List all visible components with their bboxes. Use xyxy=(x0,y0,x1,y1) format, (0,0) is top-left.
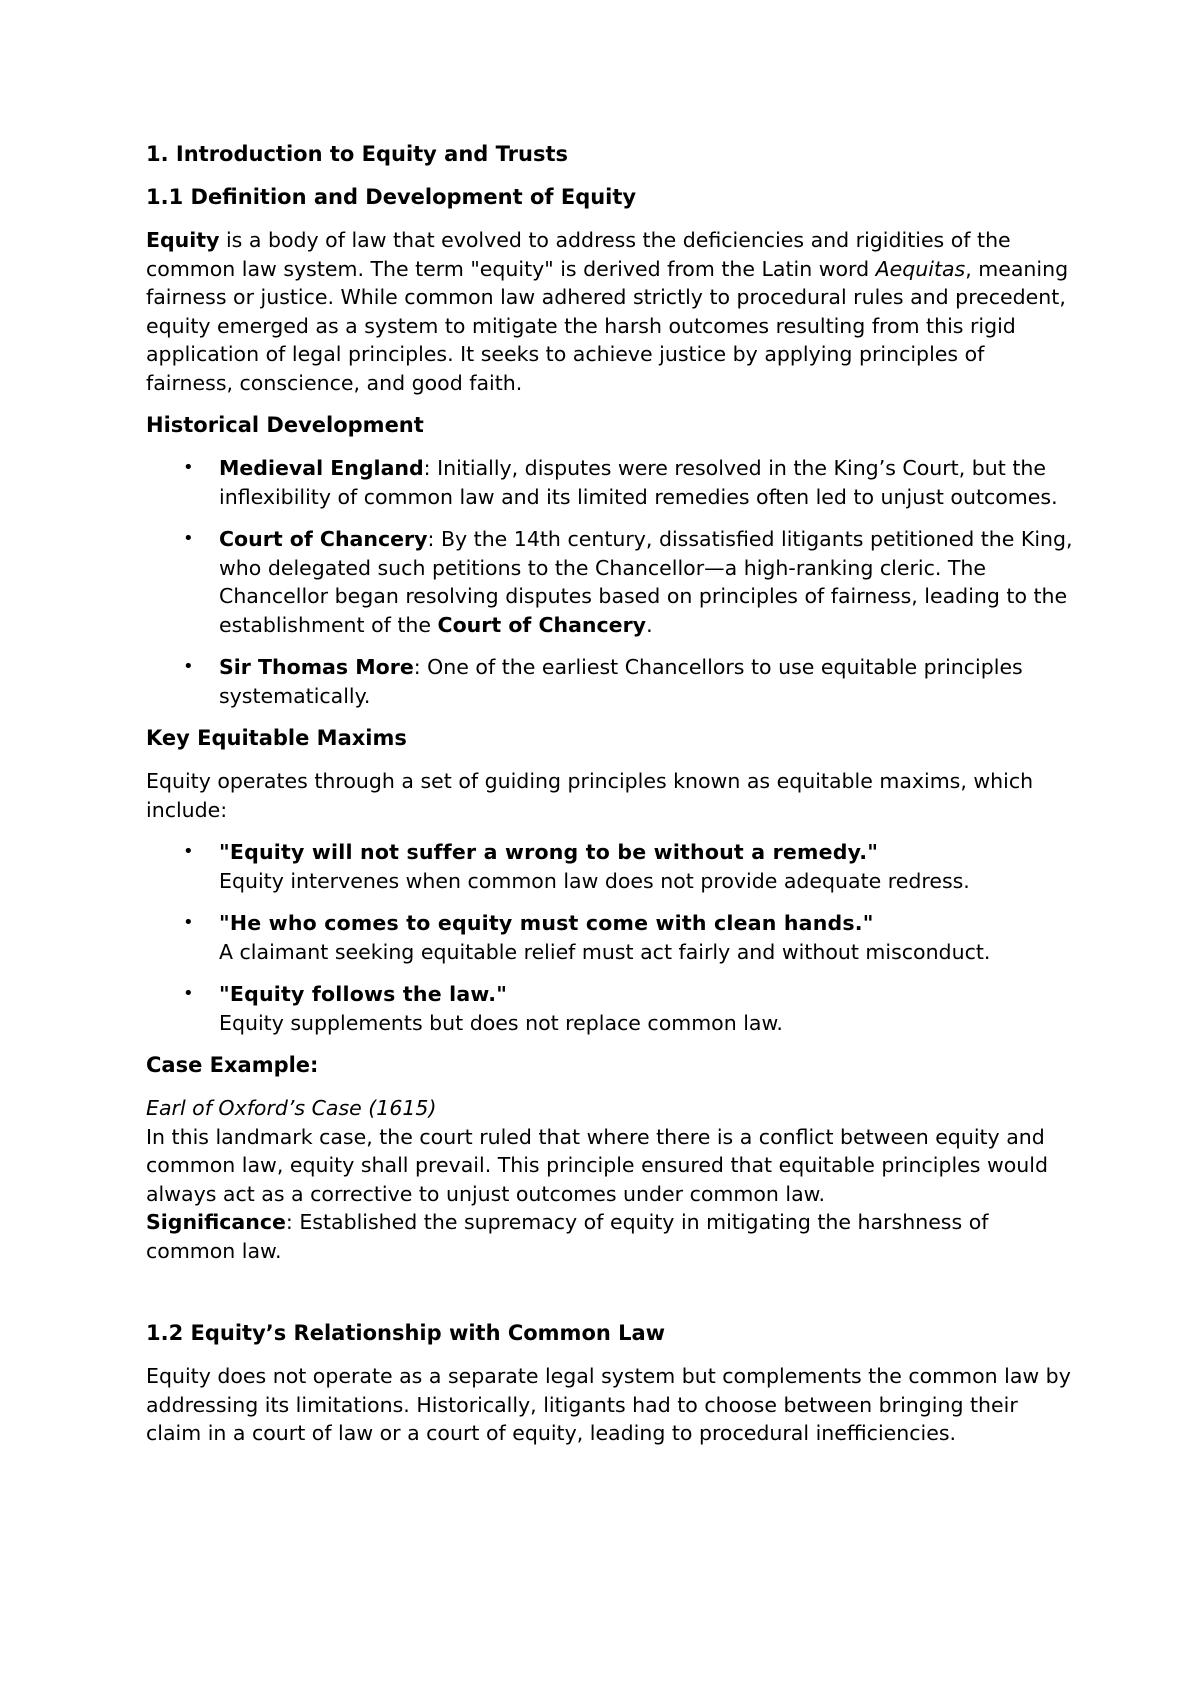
maxim-explanation: Equity intervenes when common law does not provide adequate redress. xyxy=(219,868,970,893)
case-text: In this landmark case, the court ruled that where there is a conflict between equity and common law, equity shall prevail. This principle ensured that equitable principles would always act as a corrective to unjust outcomes under common law. xyxy=(146,1124,1048,1206)
maxim-explanation: Equity supplements but does not replace common law. xyxy=(219,1010,783,1035)
item-text: : One of the earliest Chancellors to use equitable principles systematically. xyxy=(219,655,1023,708)
case-example-block xyxy=(146,1094,1076,1265)
bullet-icon: • xyxy=(183,656,194,677)
maxim-text: "He who comes to equity must come with clean hands." xyxy=(219,911,874,935)
definition-text-a: is a body of law that evolved to address the deficiencies and rigidities of the common law system. The term "equity" is derived from the Latin word xyxy=(146,228,1011,281)
maxim-text: "Equity follows the law." xyxy=(219,982,508,1006)
list-item xyxy=(146,454,1076,511)
item-label: Medieval England xyxy=(219,456,424,480)
case-paragraph xyxy=(146,1094,1076,1208)
heading-case-example: Case Example: xyxy=(146,1053,319,1077)
bullet-icon: • xyxy=(183,912,194,933)
heading-section-1-2: 1.2 Equity’s Relationship with Common Law xyxy=(146,1321,666,1345)
maxim-explanation: A claimant seeking equitable relief must act fairly and without misconduct. xyxy=(219,939,991,964)
significance-paragraph xyxy=(146,1208,1076,1265)
case-name: Earl of Oxford’s Case (1615) xyxy=(146,1096,437,1120)
section-gap xyxy=(146,1279,1076,1319)
list-item xyxy=(146,909,1076,966)
document-page xyxy=(146,140,1076,1462)
relationship-paragraph: Equity does not operate as a separate legal system but complements the common law by addressing its limitations. Historically, litigants had to choose between bringing their claim in a court of law or a court of equity, leading to procedural inefficiencies. xyxy=(146,1364,1071,1445)
list-item xyxy=(146,838,1076,895)
equity-definition-paragraph xyxy=(146,226,1076,397)
significance-text: : Established the supremacy of equity in mitigating the harshness of common law. xyxy=(146,1210,989,1263)
heading-introduction: 1. Introduction to Equity and Trusts xyxy=(146,142,569,166)
item-text: : Initially, disputes were resolved in the King’s Court, but the inflexibility of common law and its limited remedies often led to unjust outcomes. xyxy=(219,456,1058,509)
heading-key-maxims: Key Equitable Maxims xyxy=(146,726,407,750)
item-label-inline: Court of Chancery xyxy=(437,612,647,637)
list-item xyxy=(146,653,1076,710)
historical-list xyxy=(146,454,1076,710)
bullet-icon: • xyxy=(183,841,194,862)
latin-word: Aequitas xyxy=(875,256,966,281)
item-label: Court of Chancery xyxy=(219,527,428,551)
maxims-intro: Equity operates through a set of guiding principles known as equitable maxims, which include: xyxy=(146,769,1034,822)
bullet-icon: • xyxy=(183,528,194,549)
equity-term: Equity xyxy=(146,228,220,252)
significance-label: Significance xyxy=(146,1210,286,1234)
list-item xyxy=(146,980,1076,1037)
maxims-list xyxy=(146,838,1076,1037)
bullet-icon: • xyxy=(183,457,194,478)
list-item xyxy=(146,525,1076,639)
heading-historical-development: Historical Development xyxy=(146,413,424,437)
definition-text-b: , meaning fairness or justice. While common law adhered strictly to procedural rules and precedent, equity emerged as a system to mitigate the harsh outcomes resulting from this rigid application of legal principles. It seeks to achieve justice by applying principles of fairness, conscience, and good faith. xyxy=(146,256,1069,395)
item-text: : By the 14th century, dissatisfied litigants petitioned the King, who delegated such petitions to the Chancellor—a high-ranking cleric. The Chancellor began resolving disputes based on principles of fairness, leading to the establishment of the xyxy=(219,527,1073,637)
maxim-text: "Equity will not suffer a wrong to be without a remedy." xyxy=(219,840,879,864)
item-label: Sir Thomas More xyxy=(219,655,414,679)
item-tail: . xyxy=(646,612,653,637)
heading-section-1-1: 1.1 Definition and Development of Equity xyxy=(146,185,637,209)
bullet-icon: • xyxy=(183,983,194,1004)
